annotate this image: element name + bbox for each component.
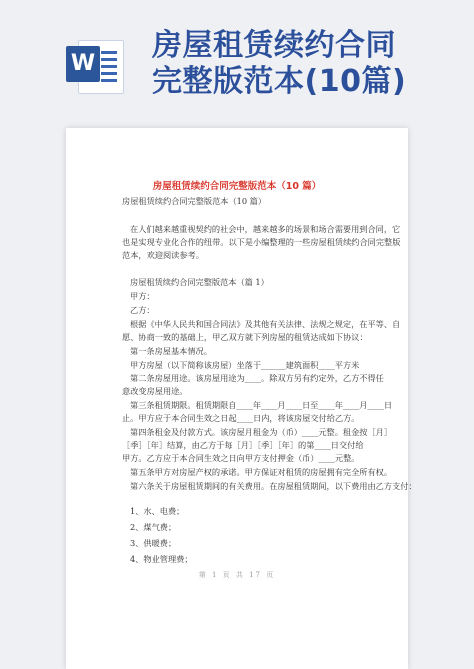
title-line-1: 房屋租赁续约合同 (152, 28, 396, 63)
document-title: 房屋租赁续约合同完整版范本（10 篇） (152, 181, 322, 192)
doc-line: 第一条房屋基本情况。 (130, 346, 212, 356)
doc-line: 意改变房屋用途。 (122, 386, 188, 396)
doc-line: 范本，欢迎阅读参考。 (122, 250, 204, 260)
doc-line: ［季］［年］结算，由乙方于每［月］［季］［年］的第____日交付给 (122, 440, 364, 450)
header (0, 0, 474, 108)
doc-line: 第二条房屋用途。该房屋用途为____。除双方另有约定外，乙方不得任 (130, 373, 384, 383)
title-line-2: 完整版范本(10篇) (152, 64, 407, 99)
doc-line: 1、水、电费； (130, 506, 185, 516)
page-title (152, 28, 406, 100)
page-number-footer: 第 1 页 共 17 页 (198, 571, 276, 579)
doc-line: 2、煤气费； (130, 522, 177, 532)
doc-line: 愿、协商一致的基础上，甲乙双方就下列房屋的租赁达成如下协议： (122, 332, 368, 342)
doc-line: 乙方： (130, 305, 155, 315)
doc-line: 第五条甲方对房屋产权的承诺。甲方保证对租赁的房屋拥有完全所有权。 (130, 467, 393, 477)
doc-line: 第六条关于房屋租赁期间的有关费用。在房屋租赁期间，以下费用由乙方支付： (130, 481, 417, 491)
doc-line: 在人们越来越重视契约的社会中，越来越多的场景和场合需要用到合同，它 (130, 224, 401, 234)
doc-line: 房屋租赁续约合同完整版范本（10 篇） (122, 196, 267, 206)
word-badge: W (66, 46, 100, 82)
doc-line: 也是实现专业化合作的纽带。以下是小编整理的一些房屋租赁续约合同完整版 (122, 237, 401, 247)
doc-line: 4、物业管理费； (130, 554, 193, 564)
doc-line: 第三条租赁期限。租赁期限自____年____月____日至____年____月____日 (130, 400, 393, 410)
doc-line: 甲方房屋（以下简称该房屋）坐落于______建筑面积____平方米 (130, 360, 360, 370)
doc-line: 甲方。乙方应于本合同生效之日向甲方支付押金（币）____元整。 (122, 453, 360, 463)
doc-line: 房屋租赁续约合同完整版范本（篇 1） (130, 277, 269, 287)
doc-line: 3、供暖费； (130, 538, 177, 548)
doc-line: 根据《中华人民共和国合同法》及其他有关法律、法规之规定，在平等、自 (130, 319, 401, 329)
document-page (66, 128, 417, 669)
doc-line: 甲方： (130, 291, 155, 301)
doc-line: 止。甲方应于本合同生效之日起____日内，将该房屋交付给乙方。 (122, 413, 360, 423)
word-document-icon (64, 36, 126, 96)
doc-line: 第四条租金及付款方式。该房屋月租金为（币）____元整。租金按［月］ (130, 427, 393, 437)
